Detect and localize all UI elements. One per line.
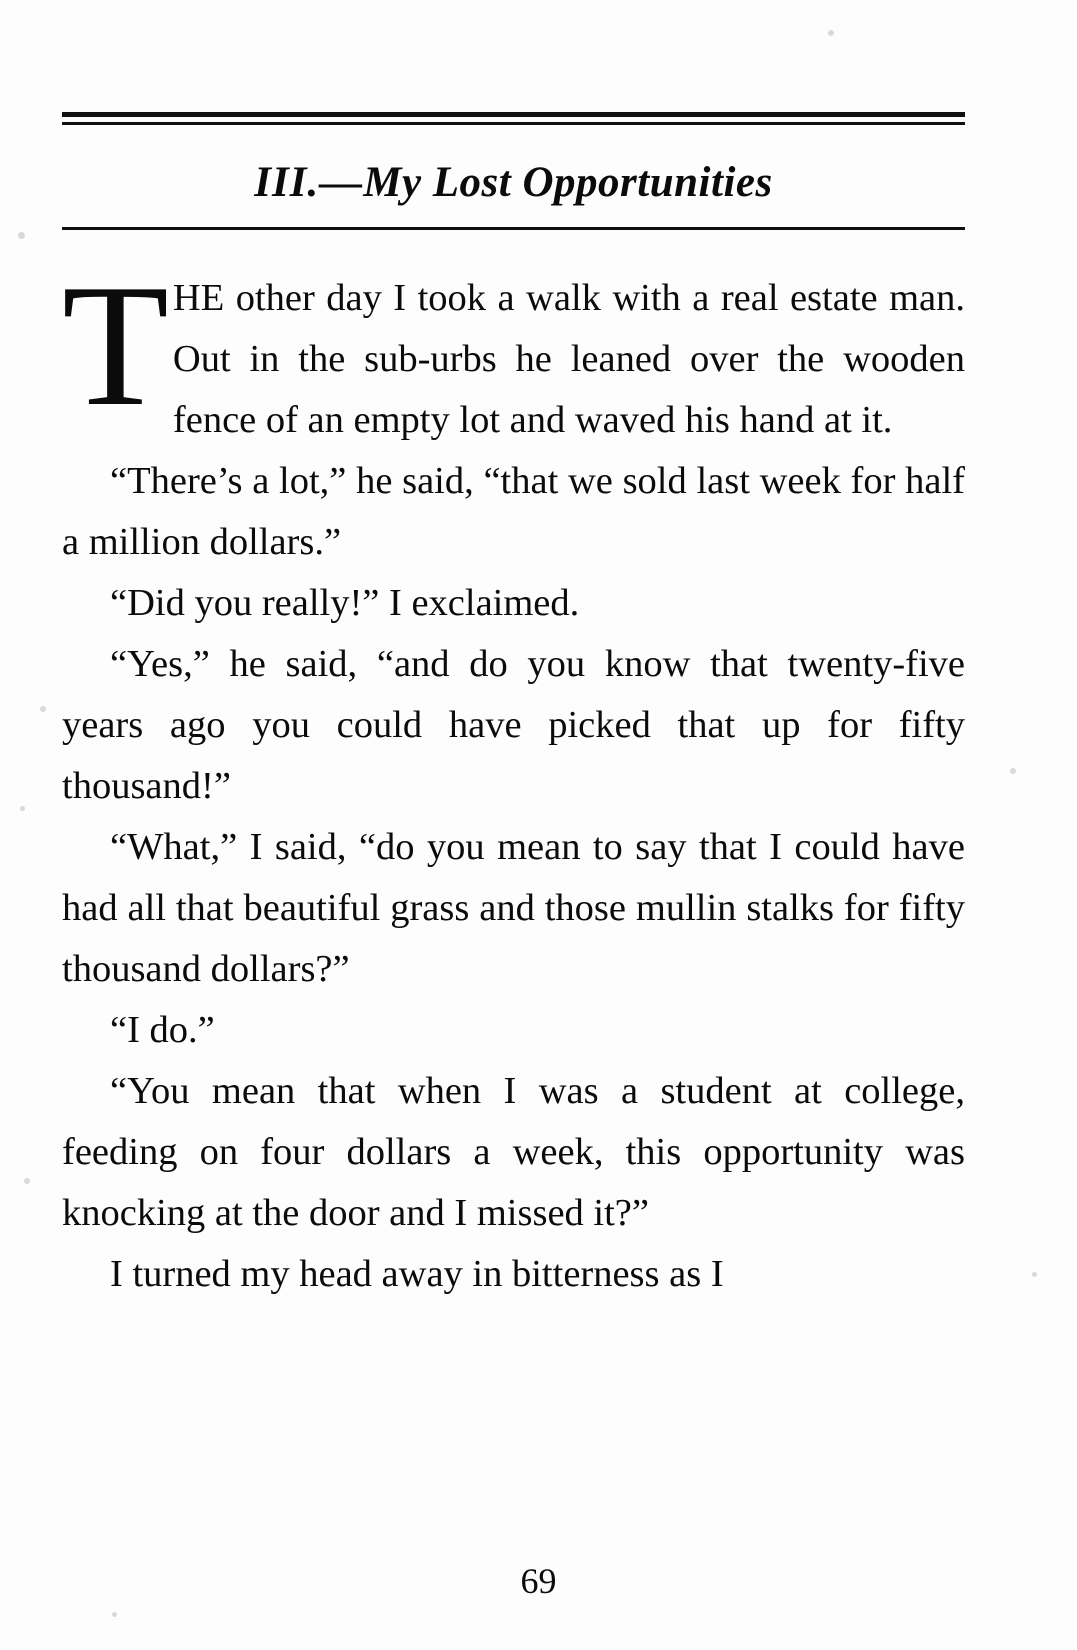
paragraph-i-do: “I do.” [110,1009,215,1051]
page-content [62,112,965,1305]
page-number: 69 [520,1561,557,1601]
paper-speck [40,706,46,712]
paragraph-student-at-college: “You mean that when I was a student at college, feeding on four dollars a week, this opportunity was knocking at the door and I missed it?” [62,1070,965,1234]
header-rule-bottom [62,227,965,230]
header-rule-top [62,112,965,125]
opening-paragraph-lines [173,268,965,451]
chapter-title-text: My Lost Opportunities [363,159,773,206]
paper-speck [1032,1272,1037,1277]
chapter-heading [62,158,965,207]
paper-speck [1010,768,1016,774]
paragraph-opening: HE other day I took a walk with a real estate man. Out in the sub-urbs he leaned over the wooden fence of an empty lot and waved his hand at it. [172,277,965,441]
opening-paragraph-block [62,248,965,451]
paragraph-did-you-really: “Did you really!” I exclaimed. [110,582,580,624]
paper-speck [18,232,25,239]
paper-speck [24,1178,30,1184]
drop-cap: T [62,248,167,442]
paragraph-what-i-said: “What,” I said, “do you mean to say that I could have had all that beautiful grass and those mullin stalks for fifty thousand dollars?” [62,826,965,990]
paper-speck [20,806,25,811]
chapter-number: III.— [254,159,364,206]
paper-speck [828,30,834,36]
paper-speck [112,1612,117,1617]
paragraph-twenty-five-years: “Yes,” he said, “and do you know that twenty-five years ago you could have picked that up for fifty thousand!” [62,643,965,807]
body-text [62,248,965,1305]
paragraph-lot-quote: “There’s a lot,” he said, “that we sold last week for half a million dollars.” [62,460,965,563]
paragraph-turned-my-head: I turned my head away in bitterness as I [110,1253,724,1295]
